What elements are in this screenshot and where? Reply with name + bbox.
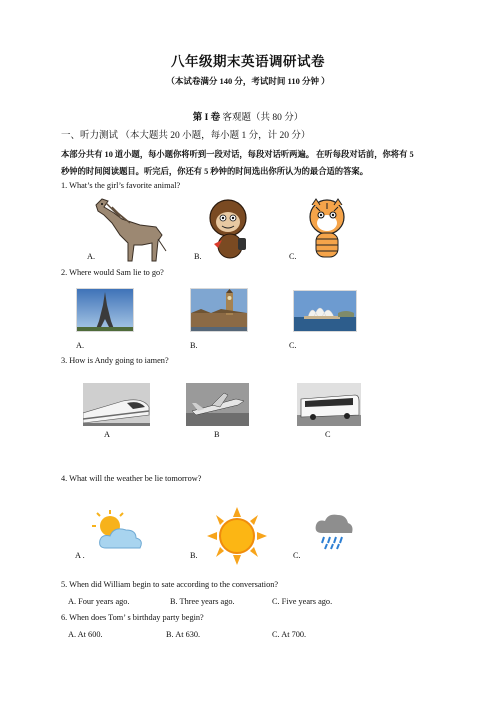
giraffe-illustration [92, 195, 168, 265]
q5-option-c[interactable]: C. Five years ago. [272, 597, 333, 606]
q2-option-a[interactable]: A. [76, 341, 85, 350]
airplane-photo [186, 383, 249, 426]
exam-subtitle: （本试卷满分 140 分，考试时间 110 分钟 ） [166, 76, 330, 86]
question-2-text: 2. Where would Sam lie to go? [61, 268, 164, 277]
q6-option-b[interactable]: B. At 630. [166, 630, 201, 639]
section-heading [0, 109, 496, 123]
q3-option-b[interactable]: B [214, 430, 220, 439]
q5-option-b[interactable]: B. Three years ago. [170, 597, 235, 606]
sydney-opera-house-photo [293, 290, 357, 332]
q2-option-c[interactable]: C. [289, 341, 297, 350]
q3-option-a[interactable]: A [104, 430, 110, 439]
q5-option-a[interactable]: A. Four years ago. [68, 597, 130, 606]
high-speed-train-photo [83, 383, 150, 426]
question-1-text: 1. What’s the girl’s favorite animal? [61, 181, 181, 190]
instruction-line-1: 本部分共有 10 道小题，每小题你将听到一段对话，每段对话听两遍。 在听每段对话前，你将有 5 [61, 150, 414, 159]
q2-option-b[interactable]: B. [190, 341, 198, 350]
q1-option-a[interactable]: A. [87, 252, 96, 261]
q1-option-b[interactable]: B. [194, 252, 202, 261]
section-number: 第 I 卷 [192, 113, 221, 123]
question-6-text: 6. When does Tom’ s birthday party begin? [61, 613, 204, 622]
question-4-text: 4. What will the weather be lie tomorrow? [61, 474, 202, 483]
part-heading: 一、听力测试 （本大题共 20 小题，每小题 1 分，计 20 分） [61, 131, 311, 141]
exam-title: 八年级期末英语调研试卷 [171, 54, 325, 69]
eiffel-tower-photo [76, 288, 134, 332]
q4-option-a[interactable]: A . [75, 551, 85, 560]
q4-option-c[interactable]: C. [293, 551, 301, 560]
section-title: 客观题（共 80 分） [220, 113, 304, 123]
q6-option-c[interactable]: C. At 700. [272, 630, 307, 639]
partly-cloudy-icon [92, 510, 144, 554]
rainy-icon [314, 511, 354, 551]
part-instructions [61, 146, 441, 180]
instruction-line-2: 秒钟的时间阅读题目。听完后，你还有 5 秒钟的时间选出你所认为的最合适的答案。 [61, 167, 368, 176]
q3-option-c[interactable]: C [325, 430, 331, 439]
question-5-text: 5. When did William begin to sate according to the conversation? [61, 580, 279, 589]
monkey-illustration [202, 196, 258, 262]
sunny-icon [207, 507, 267, 565]
tiger-illustration [302, 197, 352, 263]
q6-option-a[interactable]: A. At 600. [68, 630, 103, 639]
q1-option-c[interactable]: C. [289, 252, 297, 261]
question-3-text: 3. How is Andy going to iamen? [61, 356, 169, 365]
big-ben-photo [190, 288, 248, 332]
q4-option-b[interactable]: B. [190, 551, 198, 560]
coach-bus-photo [297, 383, 361, 426]
